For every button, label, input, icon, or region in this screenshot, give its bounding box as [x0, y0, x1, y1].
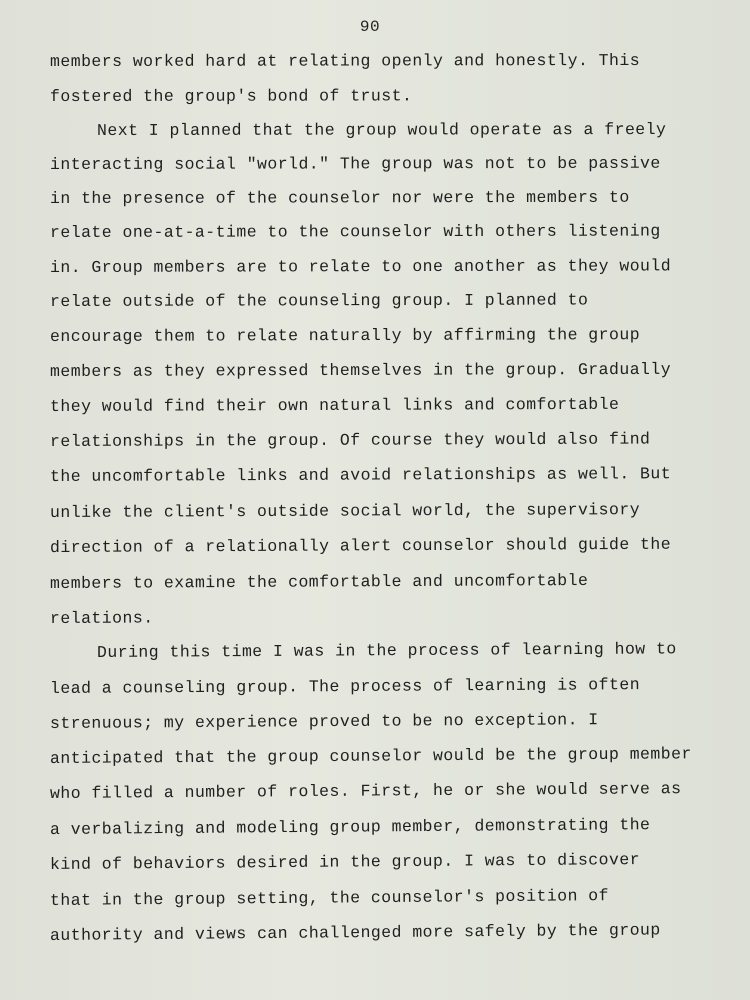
text-line: kind of behaviors desired in the group. I was to discover	[49, 850, 641, 874]
text-line: direction of a relationally alert counselor should guide the	[49, 534, 672, 557]
text-line: they would find their own natural links and comfortable	[49, 394, 620, 416]
text-line: relationships in the group. Of course they would also find	[49, 429, 651, 451]
text-line: relate outside of the counseling group. I planned to	[49, 290, 589, 311]
text-line: authority and views can challenged more safely by the group	[49, 920, 661, 945]
page-number: 90	[359, 18, 381, 36]
text-line: a verbalizing and modeling group member, demonstrating the	[49, 815, 651, 839]
text-line: strenuous; my experience proved to be no exception. I	[49, 710, 599, 733]
text-line: unlike the client's outside social world, the supervisory	[49, 500, 641, 522]
text-line: interacting social "world." The group was not to be passive	[49, 153, 661, 174]
text-line: During this time I was in the process of learning how to	[96, 639, 677, 662]
text-line: anticipated that the group counselor would be the group member	[49, 744, 692, 768]
text-line: relations.	[49, 608, 154, 628]
text-line: members as they expressed themselves in the group. Gradually	[49, 359, 672, 381]
text-line: Next I planned that the group would operate as a freely	[96, 120, 667, 140]
text-line: in the presence of the counselor nor were the members to	[49, 187, 630, 208]
text-line: fostered the group's bond of trust.	[49, 86, 413, 106]
text-line: members to examine the comfortable and uncomfortable	[49, 570, 589, 593]
text-line: relate one-at-a-time to the counselor with others listening	[49, 221, 661, 242]
text-line: lead a counseling group. The process of learning is often	[49, 675, 641, 698]
text-line: that in the group setting, the counselor's position of	[49, 886, 610, 910]
text-line: in. Group members are to relate to one another as they would	[49, 256, 672, 277]
text-line: the uncomfortable links and avoid relationships as well. But	[49, 464, 672, 486]
text-line: members worked hard at relating openly and honestly. This	[49, 50, 641, 71]
text-line: who filled a number of roles. First, he or she would serve as	[49, 779, 682, 803]
text-line: encourage them to relate naturally by affirming the group	[49, 325, 641, 346]
